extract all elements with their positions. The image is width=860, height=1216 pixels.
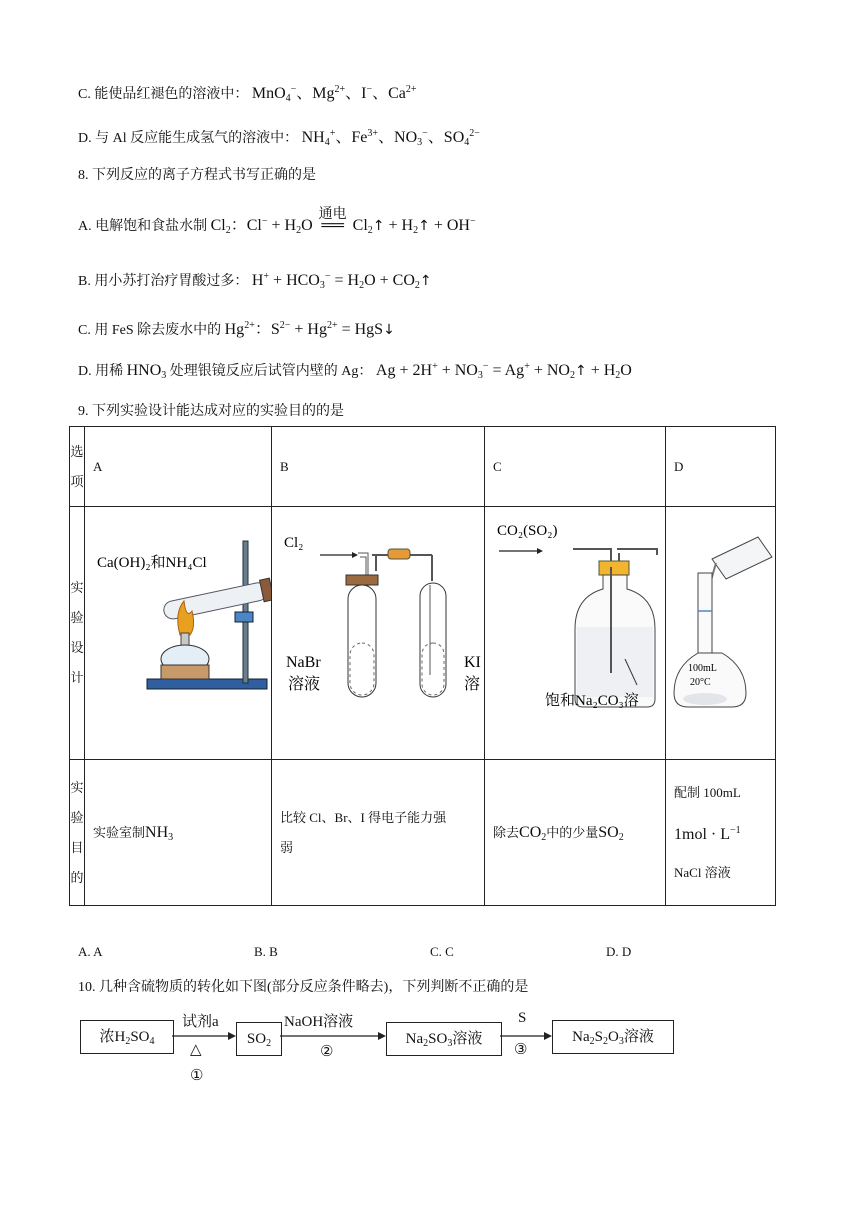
q10-stem: 10. 几种含硫物质的转化如下图(部分反应条件略去)，下列判断不正确的是 [78,980,529,995]
naoh-label: NaOH溶液 [284,1014,354,1030]
q7-option-c: C. 能使品红褪色的溶液中： MnO$_4$−、$Mg^{2+}$、I−、$Ca^{2+}$ [78,84,417,104]
header-option-c: C [485,427,666,507]
choice-d[interactable]: D. D [606,944,632,959]
equals-condition: 通电 ══ [318,207,347,234]
box-conc-h2so4: 浓$H_2SO_4$ [80,1020,174,1054]
figure-b-left-label2: 溶液 [288,676,321,693]
figure-c-gas-label: CO₂(SO₂) [497,523,558,539]
box-na2so3: $Na_2SO_3$溶液 [386,1022,502,1056]
step-2-label: ② [320,1044,334,1060]
q7-option-d-ions: $NH_4^+$、$Fe^{3+}$、$NO_3^-$、$SO_4^{2-}$ [301,128,480,148]
figure-b-right-label2: 溶 [464,676,481,693]
flask-volume-label: 100mL [688,663,717,674]
q7-option-c-ions: MnO$_4$−、$Mg^{2+}$、I−、$Ca^{2+}$ [251,84,417,104]
q7-option-d: D. 与 Al 反应能生成氢气的溶液中： $NH_4^+$、$Fe^{3+}$、$NO_3^-$、$SO_4^{2-}$ [78,128,480,148]
purpose-label-cell: 实 验 目 的 [70,760,85,906]
heat-label: △ [190,1042,202,1058]
header-option-d: D [666,427,776,507]
purpose-b: 比较 Cl、Br、I 得电子能力强 弱 [272,760,485,906]
sulfur-label: S [518,1010,527,1026]
design-label-cell: 实 验 设 计 [70,507,85,760]
box-so2: $SO_2$ [236,1022,282,1056]
figure-c-liquid-label: 饱和Na₂CO₃溶 [545,693,639,709]
purpose-d: 配制 100mL $1mol \cdot L^{-1}$ NaCl 溶液 [666,760,776,906]
q8-option-d: D. 用稀 $HNO_3$ 处理银镜反应后试管内壁的 Ag： $Ag + 2H^+ + NO_3^- = Ag^+$ + $NO_2↑ + H_2O$ [78,361,632,381]
figure-b-right-label: KI [464,654,481,671]
header-label-cell: 选 项 [70,427,85,507]
figure-b-cl2-label: Cl₂ [284,535,304,551]
header-option-a: A [85,427,272,507]
choice-c[interactable]: C. C [430,944,454,959]
flask-temp-label: 20°C [690,677,711,688]
purpose-a: 实验室制$NH_3$ [85,760,272,906]
header-option-b: B [272,427,485,507]
step-3-label: ③ [514,1042,528,1058]
q8-option-c: C. 用 FeS 除去废水中的 $Hg^{2+}$：$S^{2-} + Hg^{2+}$ = HgS↓ [78,320,395,338]
reagent-a-label: 试剂a [182,1014,219,1030]
q8-option-a: A. 电解饱和食盐水制 $Cl_2$：$Cl^- + H_2O$ 通电 ══ $Cl_2↑$ + $H_2↑ + OH^-$ [78,207,476,236]
choice-a[interactable]: A. A [78,944,103,959]
purpose-c: 除去$CO_2$中的少量$SO_2$ [485,760,666,906]
q9-stem: 9. 下列实验设计能达成对应的实验目的的是 [78,404,344,419]
box-na2s2o3: $Na_2S_2O_3$溶液 [552,1020,674,1054]
step-1-label: ① [190,1068,204,1084]
figure-a-label: Ca(OH)₂和NH₄Cl [97,555,207,571]
q8-stem: 8. 下列反应的离子方程式书写正确的是 [78,168,316,183]
q8-option-b: B. 用小苏打治疗胃酸过多： $H^+ + HCO_3^- = H_2O$ + $CO_2↑$ [78,271,432,291]
figure-b-left-label: NaBr [286,654,321,671]
choice-b[interactable]: B. B [254,944,278,959]
arrow-1 [172,1028,236,1044]
